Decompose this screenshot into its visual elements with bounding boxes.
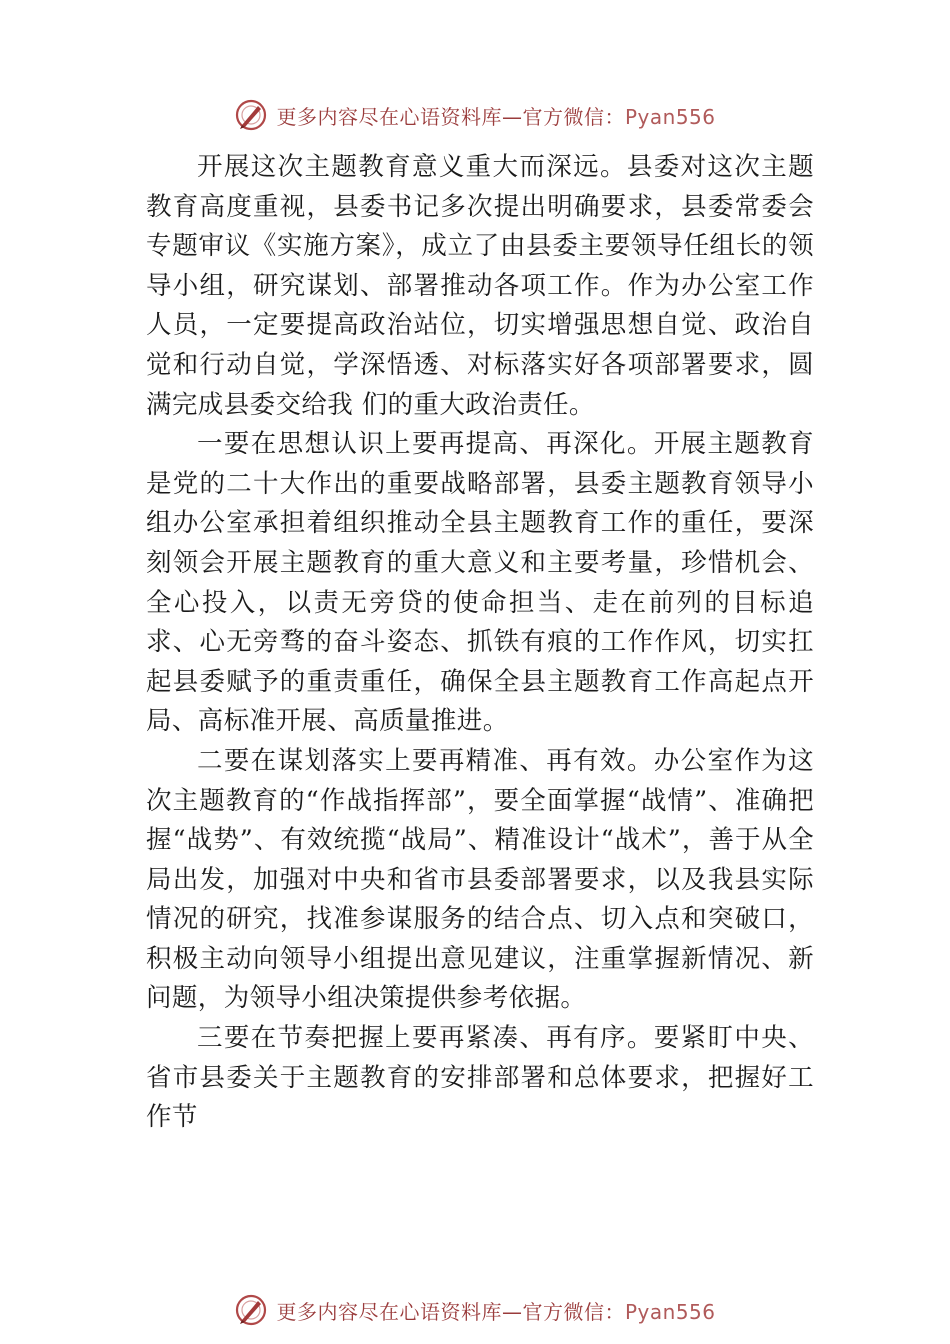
paragraph-point-three: 三要在节奏把握上要再紧凑、再有序。要紧盯中央、省市县委关于主题教育的安排部署和总体要求，把握好工作节 [146,1023,814,1133]
footer-watermark [0,1290,950,1330]
pen-logo-icon [234,98,268,132]
watermark-text: 更多内容尽在心语资料库—官方微信：Pyan556 [276,1299,716,1324]
paragraph-intro: 开展这次主题教育意义重大而深远。县委对这次主题教育高度重视，县委书记多次提出明确要求，县委常委会专题审议《实施方案》，成立了由县委主要领导任组长的领导小组，研究谋划、部署推动各项工作。作为办公室工作人员，一定要提高政治站位，切实增强思想自觉、政治自觉和行动自觉，学深悟透、对标落实好各项部署要求，圆满完成县委交给我 们的重大政治责任。 [146,152,814,420]
paragraph-point-one: 一要在思想认识上要再提高、再深化。开展主题教育是党的二十大作出的重要战略部署，县委主题教育领导小组办公室承担着组织推动全县主题教育工作的重任，要深刻领会开展主题教育的重大意义和主要考量，珍惜机会、全心投入，以责无旁贷的使命担当、走在前列的目标追求、心无旁骛的奋斗姿态、抓铁有痕的工作作风，切实扛起县委赋予的重责重任，确保全县主题教育工作高起点开局、高标准开展、高质量推进。 [146,429,814,737]
watermark-wechat-id: Pyan556 [624,1299,716,1324]
document-body [146,148,814,1138]
pen-logo-icon [234,1293,268,1327]
header-watermark [0,95,950,135]
watermark-wechat-id: Pyan556 [624,104,716,129]
watermark-text: 更多内容尽在心语资料库—官方微信：Pyan556 [276,104,716,129]
paragraph-point-two: 二要在谋划落实上要再精准、再有效。办公室作为这次主题教育的“作战指挥部”，要全面掌握“战情”、准确把握“战势”、有效统揽“战局”、精准设计“战术”，善于从全局出发，加强对中央和省市县委部署要求，以及我县实际情况的研究，找准参谋服务的结合点、切入点和突破口，积极主动向领导小组提出意见建议，注重掌握新情况、新问题，为领导小组决策提供参考依据。 [146,745,814,1014]
